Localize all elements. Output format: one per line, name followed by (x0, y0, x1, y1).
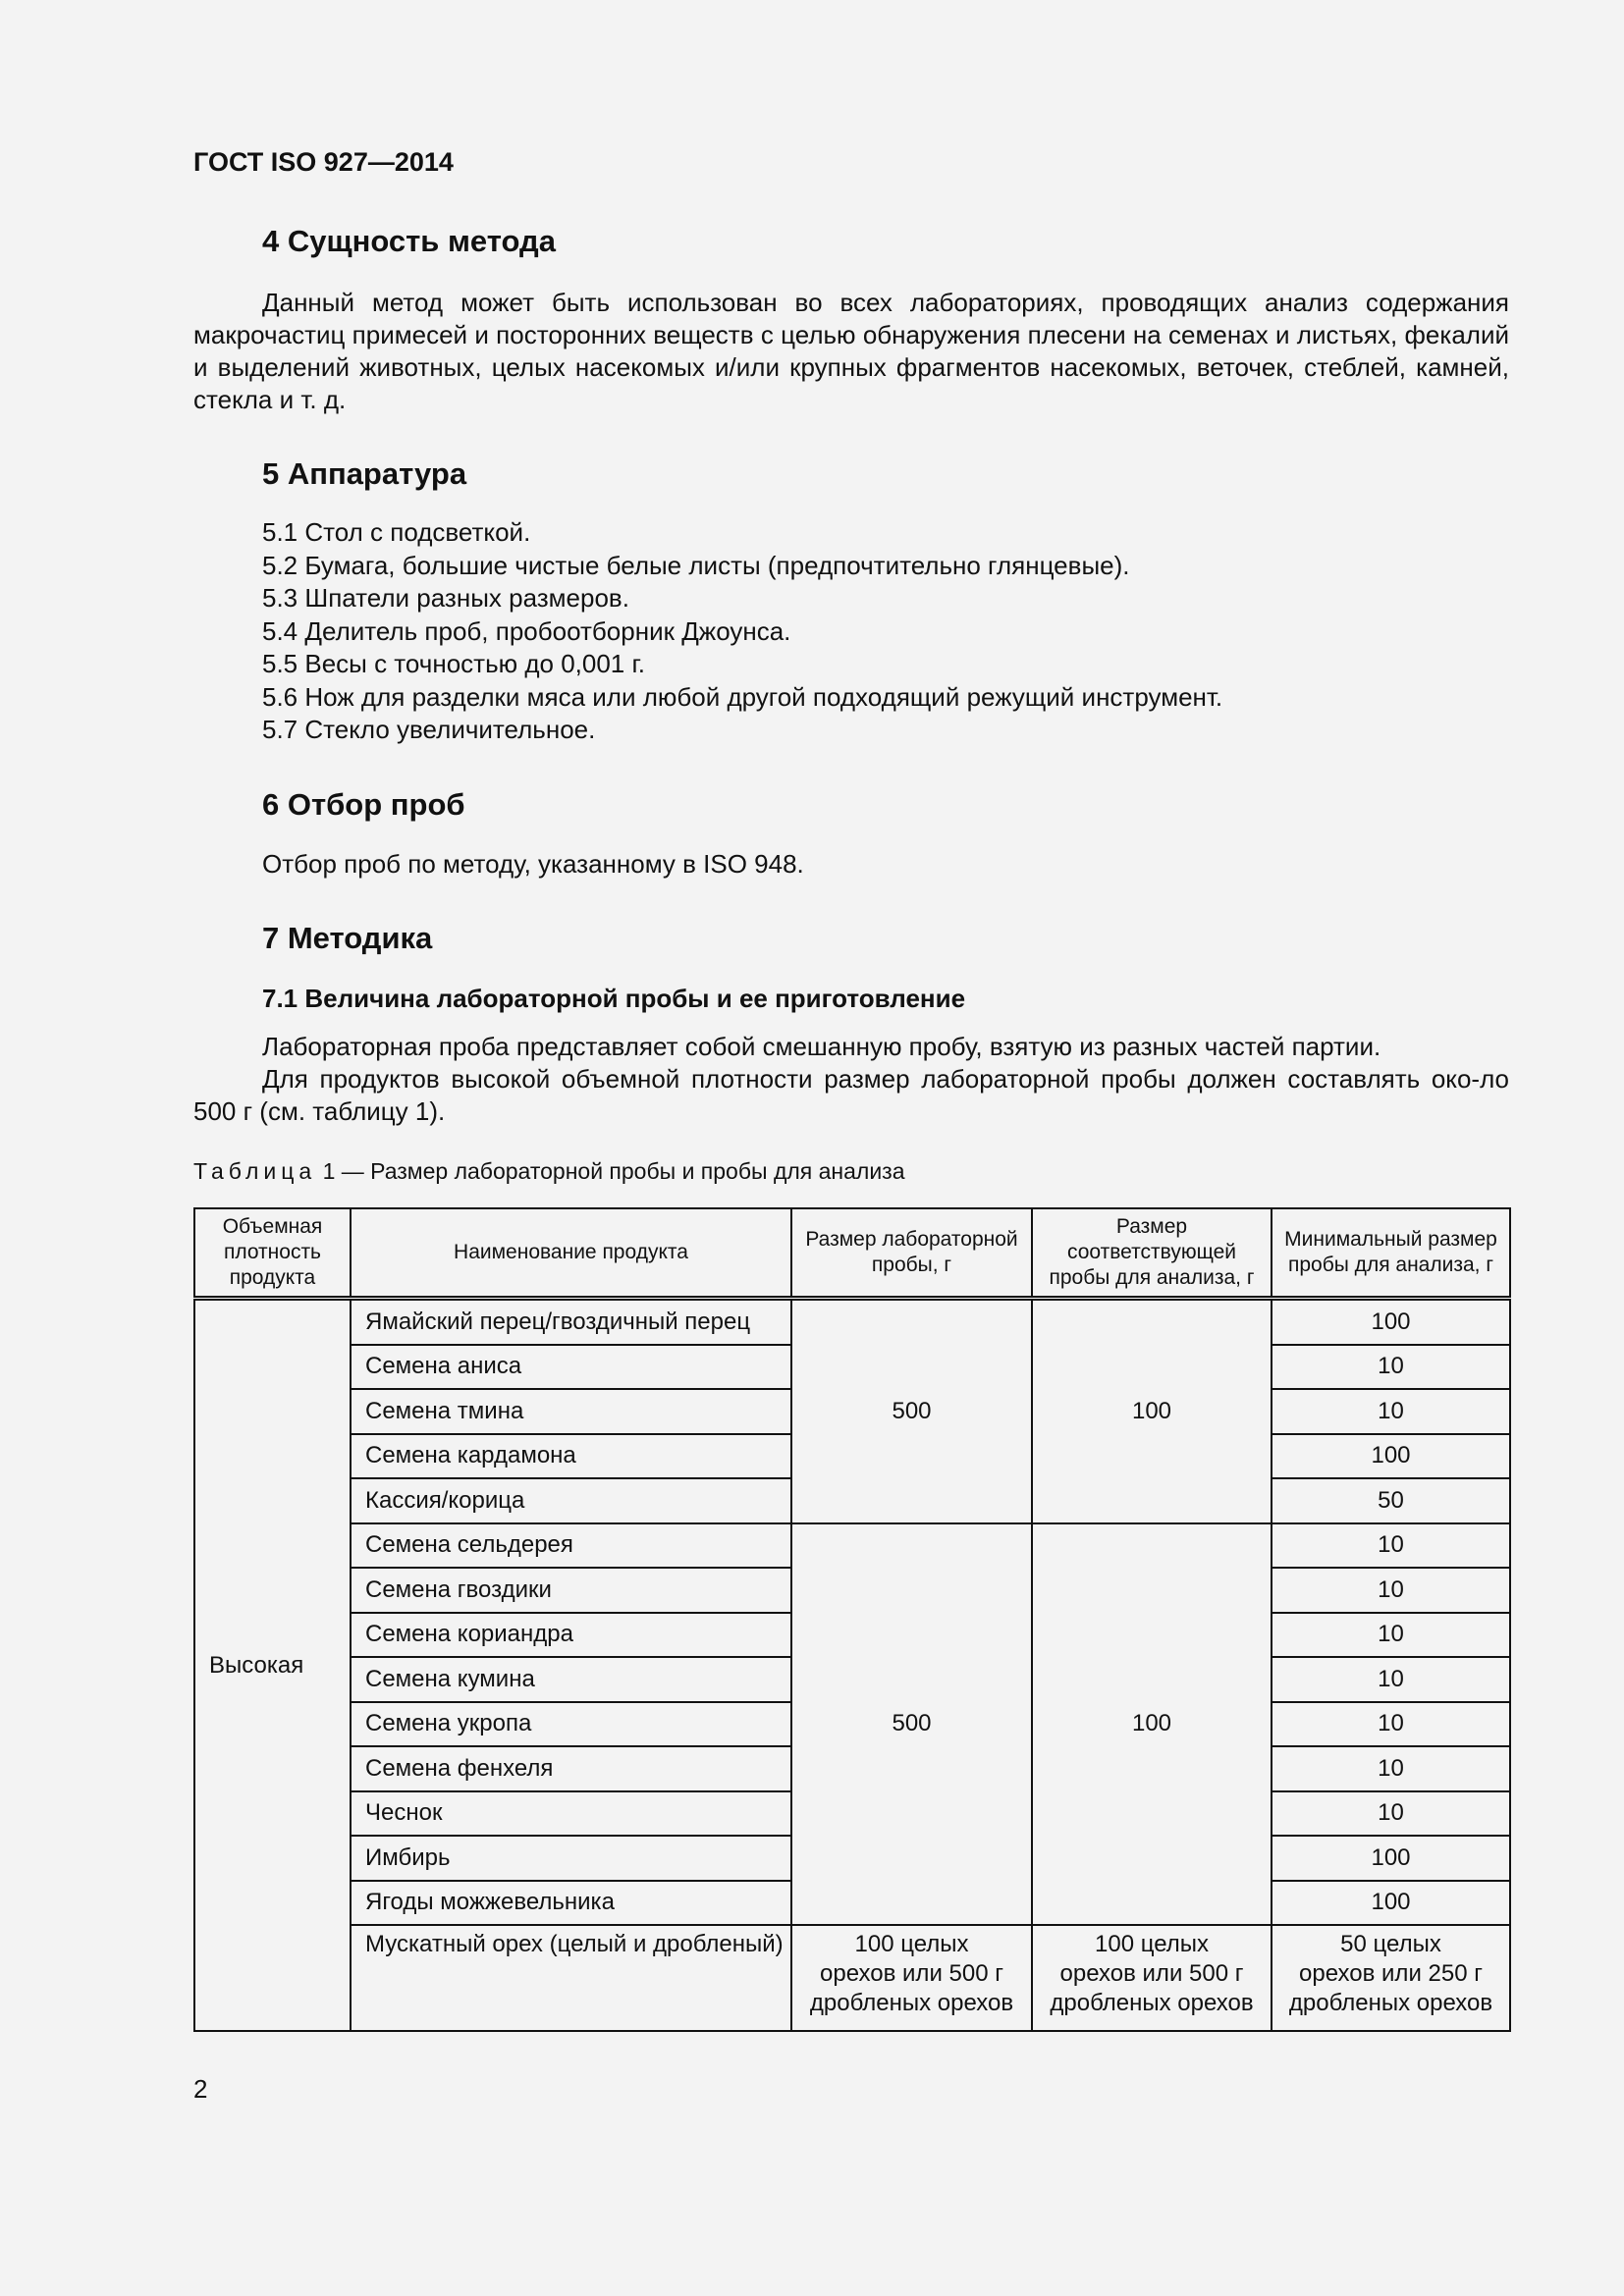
min-sample: 50 (1272, 1478, 1510, 1523)
min-sample: 10 (1272, 1657, 1510, 1702)
product-name: Ямайский перец/гвоздичный перец (351, 1299, 791, 1345)
min-sample-nutmeg (1272, 1925, 1510, 2031)
section-7-title: 7 Методика (262, 921, 433, 955)
cell-line: орехов или 250 г (1299, 1960, 1483, 1987)
header-min-sample: Минимальный размер пробы для анализа, г (1272, 1208, 1510, 1299)
min-sample: 10 (1272, 1568, 1510, 1613)
section-6-title: 6 Отбор проб (262, 787, 465, 822)
product-name: Семена укропа (351, 1702, 791, 1747)
list-item: 5.7 Стекло увеличительное. (262, 715, 596, 744)
product-name: Имбирь (351, 1836, 791, 1881)
product-name: Семена аниса (351, 1345, 791, 1390)
product-name: Кассия/корица (351, 1478, 791, 1523)
header-lab-sample: Размер лабораторной пробы, г (791, 1208, 1032, 1299)
lab-sample-nutmeg (791, 1925, 1032, 2031)
min-sample: 10 (1272, 1523, 1510, 1569)
header-product-name: Наименование продукта (351, 1208, 791, 1299)
product-name: Семена сельдерея (351, 1523, 791, 1569)
min-sample: 100 (1272, 1881, 1510, 1926)
cell-line: дробленых орехов (1288, 1990, 1493, 2016)
header-density: Объемная плотность продукта (194, 1208, 351, 1299)
lab-sample-group-1: 500 (791, 1299, 1032, 1523)
header-analysis-sample: Размер соответствующей пробы для анализа, г (1032, 1208, 1272, 1299)
table-row (194, 1523, 1510, 1569)
product-name: Семена кумина (351, 1657, 791, 1702)
min-sample: 100 (1272, 1299, 1510, 1345)
min-sample: 10 (1272, 1746, 1510, 1791)
min-sample: 100 (1272, 1836, 1510, 1881)
list-item: 5.2 Бумага, большие чистые белые листы (предпочтительно глянцевые). (262, 550, 1130, 580)
subsection-7-1-title: 7.1 Величина лабораторной пробы и ее приготовление (262, 984, 966, 1013)
lab-sample-group-2: 500 (791, 1523, 1032, 1926)
sample-size-table (193, 1207, 1511, 2032)
product-name: Семена кориандра (351, 1613, 791, 1658)
section-7-para-2: Для продуктов высокой объемной плотности размер лабораторной пробы должен составлять око-ло 500 г (см. таблицу 1). (193, 1064, 1509, 1126)
document-code: ГОСТ ISO 927—2014 (193, 147, 454, 177)
product-name: Семена гвоздики (351, 1568, 791, 1613)
section-6-text: Отбор проб по методу, указанному в ISO 948. (262, 849, 804, 879)
table-caption-text: 1 — Размер лабораторной пробы и пробы для анализа (322, 1158, 905, 1184)
list-item: 5.1 Стол с подсветкой. (262, 517, 531, 547)
cell-line: дробленых орехов (1050, 1990, 1254, 2016)
cell-line: орехов или 500 г (820, 1960, 1003, 1987)
cell-line: дробленых орехов (809, 1990, 1014, 2016)
cell-line: орехов или 500 г (1059, 1960, 1244, 1987)
table-header-row (194, 1208, 1510, 1299)
product-name: Мускатный орех (целый и дробленый) (351, 1925, 791, 2031)
list-item: 5.5 Весы с точностью до 0,001 г. (262, 649, 646, 678)
apparatus-list (262, 516, 1222, 747)
min-sample: 10 (1272, 1389, 1510, 1434)
cell-line: 100 целых (854, 1931, 969, 1957)
list-item: 5.3 Шпатели разных размеров. (262, 583, 629, 613)
list-item: 5.6 Нож для разделки мяса или любой другой подходящий режущий инструмент. (262, 681, 1223, 712)
product-name: Ягоды можжевельника (351, 1881, 791, 1926)
analysis-sample-group-1: 100 (1032, 1299, 1272, 1523)
product-name: Семена тмина (351, 1389, 791, 1434)
cell-line: 100 целых (1095, 1931, 1209, 1957)
table-caption-label: Таблица (193, 1158, 317, 1184)
table-row (194, 1299, 1510, 1345)
min-sample: 10 (1272, 1702, 1510, 1747)
table-caption (193, 1158, 905, 1185)
product-name: Семена фенхеля (351, 1746, 791, 1791)
analysis-sample-group-2: 100 (1032, 1523, 1272, 1926)
section-4-title: 4 Сущность метода (262, 224, 556, 258)
section-5-title: 5 Аппаратура (262, 456, 467, 491)
product-name: Семена кардамона (351, 1434, 791, 1479)
cell-line: 50 целых (1340, 1931, 1441, 1957)
list-item: 5.4 Делитель проб, пробоотборник Джоунса. (262, 615, 791, 646)
section-7-para-1: Лабораторная проба представляет собой смешанную пробу, взятую из разных частей партии. (262, 1032, 1381, 1061)
product-name: Чеснок (351, 1791, 791, 1837)
min-sample: 10 (1272, 1791, 1510, 1837)
table-row (194, 1925, 1510, 2031)
min-sample: 100 (1272, 1434, 1510, 1479)
analysis-sample-nutmeg (1032, 1925, 1272, 2031)
density-cell: Высокая (194, 1299, 351, 2032)
min-sample: 10 (1272, 1345, 1510, 1390)
min-sample: 10 (1272, 1613, 1510, 1658)
page-number: 2 (193, 2074, 208, 2104)
section-4-text: Данный метод может быть использован во всех лабораториях, проводящих анализ содержания макрочастиц примесей и посторонних веществ с целью обнаружения плесени на семенах и листьях, фекалий и выделений животных, целых насекомых и/или крупных фрагментов насекомых, веточек, стеблей, камней, стекла и т. д. (193, 288, 1509, 414)
